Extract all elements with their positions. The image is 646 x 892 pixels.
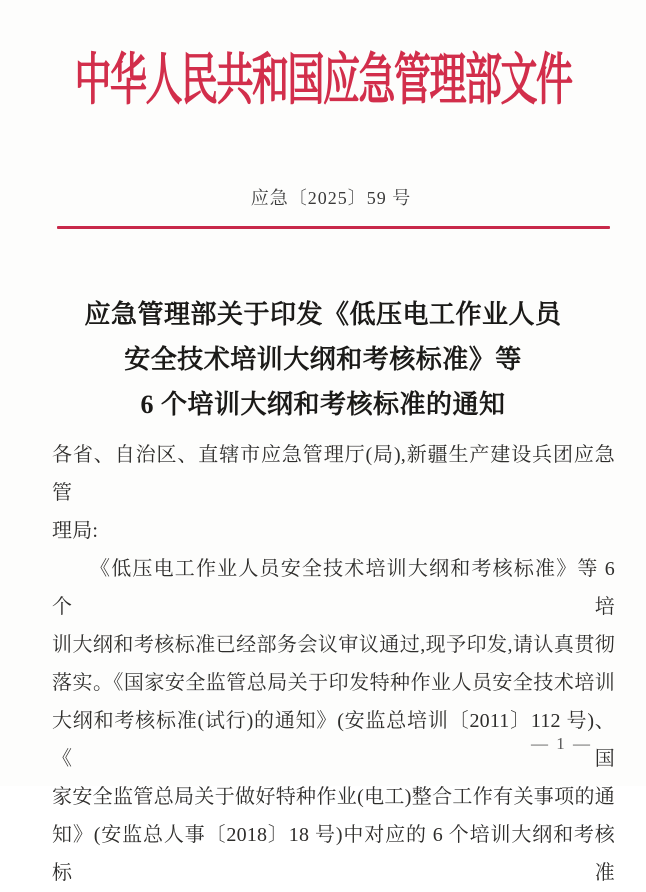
document-body: [52, 436, 615, 892]
document-title-line: 应急管理部关于印发《低压电工作业人员: [84, 300, 562, 329]
body-line-addressees: 各省、自治区、直辖市应急管理厅(局),新疆生产建设兵团应急管: [52, 444, 615, 504]
document-number: 应急〔2025〕59 号: [250, 188, 412, 208]
body-line-paragraph: 落实。《国家安全监管总局关于印发特种作业人员安全技术培训: [52, 672, 615, 694]
body-line-paragraph: 知》(安监总人事〔2018〕18 号)中对应的 6 个培训大纲和考核标准: [52, 824, 615, 884]
document-title-line: 6 个培训大纲和考核标准的通知: [140, 390, 506, 419]
body-line-addressees-end: 理局:: [52, 520, 99, 542]
body-line-paragraph: 大纲和考核标准(试行)的通知》(安监总培训〔2011〕112 号)、《国: [52, 710, 615, 770]
red-separator-line: [57, 226, 610, 229]
body-line-paragraph: 家安全监管总局关于做好特种作业(电工)整合工作有关事项的通: [52, 786, 615, 808]
masthead-title-text: 中华人民共和国应急管理部文件: [74, 50, 572, 113]
document-title: [0, 292, 646, 427]
document-title-line: 安全技术培训大纲和考核标准》等: [124, 345, 522, 374]
page-number: — 1 —: [531, 734, 592, 753]
body-line-paragraph: 《低压电工作业人员安全技术培训大纲和考核标准》等 6 个培: [52, 558, 615, 618]
body-line-paragraph: 训大纲和考核标准已经部务会议审议通过,现予印发,请认真贯彻: [52, 634, 615, 656]
masthead: [0, 50, 646, 113]
